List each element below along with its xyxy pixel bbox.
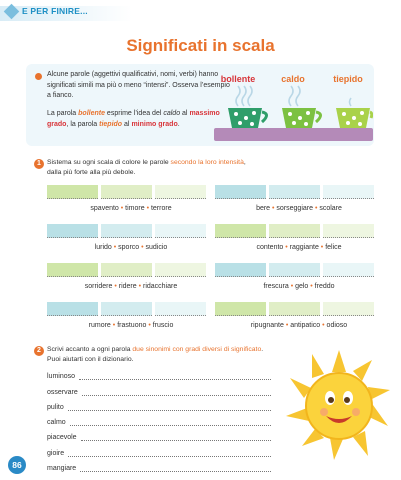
scale-answer-box[interactable] (323, 302, 374, 316)
scale-group (47, 185, 215, 212)
scale-word: scolare (319, 205, 342, 212)
separator-dot-icon: • (318, 244, 326, 251)
cup-icon-tiepido (336, 108, 372, 128)
separator-dot-icon: • (313, 205, 320, 212)
scale-word: freddo (314, 283, 335, 290)
sun-face-icon (306, 373, 372, 439)
bullet-icon (35, 73, 42, 80)
scale-word: sporco (118, 244, 140, 251)
scale-word: sorridere (84, 283, 113, 290)
separator-dot-icon: • (283, 244, 290, 251)
scale-word: felice (325, 244, 342, 251)
intro-paragraph-2: La parola bollente esprime l’idea del caldo al massimo grado, la parola tiepido al minimo grado. (47, 110, 220, 128)
synonym-word: osservare (47, 388, 78, 396)
scale-group (47, 263, 215, 290)
scale-answer-box[interactable] (269, 302, 320, 316)
synonym-word: luminoso (47, 373, 76, 381)
scale-word: spavento (90, 205, 119, 212)
separator-dot-icon: • (146, 322, 153, 329)
separator-dot-icon: • (288, 283, 296, 290)
scale-answer-box[interactable] (269, 185, 320, 199)
synonym-row (47, 441, 271, 456)
scale-word: antipatico (290, 322, 321, 329)
separator-dot-icon: • (136, 283, 143, 290)
scale-group (215, 263, 383, 290)
scale-answer-box[interactable] (155, 185, 206, 199)
synonyms-list (47, 365, 271, 472)
synonym-row (47, 457, 271, 472)
scale-words (47, 322, 215, 329)
exercise-1-number: 1 (34, 159, 44, 169)
scale-word: frastuono (117, 322, 147, 329)
exercise-2-number: 2 (34, 346, 44, 356)
scale-answer-box[interactable] (47, 263, 98, 277)
scale-answer-box[interactable] (155, 263, 206, 277)
synonym-row (47, 396, 271, 411)
scale-word: rumore (88, 322, 111, 329)
scale-answer-box[interactable] (215, 224, 266, 238)
synonym-word: piacevole (47, 434, 77, 442)
scale-answer-box[interactable] (215, 185, 266, 199)
synonym-word: gioire (47, 449, 65, 457)
cup-icon-bollente (228, 108, 267, 128)
separator-dot-icon: • (118, 205, 126, 212)
scale-words (47, 244, 215, 251)
cups-illustration (214, 84, 373, 132)
exercise-2-instruction: Scrivi accanto a ogni parola due sinonimi con gradi diversi di significato. Puoi aiutarti con il dizionario. (47, 346, 264, 363)
scale-word: raggiante (289, 244, 319, 251)
cup-label-caldo: caldo (281, 74, 305, 84)
scale-words (215, 205, 383, 212)
synonym-answer-line[interactable] (70, 415, 271, 426)
scale-word: odioso (326, 322, 348, 329)
scale-answer-box[interactable] (155, 302, 206, 316)
separator-dot-icon: • (144, 205, 151, 212)
scale-answer-box[interactable] (101, 263, 152, 277)
scale-words (47, 283, 215, 290)
scale-answer-box[interactable] (47, 302, 98, 316)
scale-answer-box[interactable] (101, 185, 152, 199)
scale-answer-box[interactable] (101, 224, 152, 238)
scale-group (47, 224, 215, 251)
scale-answer-box[interactable] (323, 263, 374, 277)
scale-answer-box[interactable] (269, 263, 320, 277)
synonym-answer-line[interactable] (82, 385, 271, 396)
scale-group (215, 302, 383, 329)
separator-dot-icon: • (308, 283, 315, 290)
synonym-word: pulito (47, 403, 64, 411)
scale-word: ripugnante (250, 322, 284, 329)
scale-word: frescura (263, 283, 289, 290)
scale-answer-box[interactable] (47, 185, 98, 199)
synonym-answer-line[interactable] (68, 400, 271, 411)
intro-paragraph-1: Alcune parole (aggettivi qualificativi, nomi, verbi) hanno significati simili ma più o meno “intensi”. Osserva l’esempio a fianco. (47, 71, 230, 99)
page-number: 86 (8, 456, 26, 474)
scale-group (215, 224, 383, 251)
section-tag: E PER FINIRE... (22, 6, 88, 16)
exercise-1-instruction: Sistema su ogni scala di colore le parole secondo la loro intensità, dalla più forte alla più debole. (47, 159, 246, 176)
smiling-sun-illustration (286, 350, 392, 460)
scale-word: lurido (94, 244, 112, 251)
scales-grid (47, 185, 377, 341)
scale-word: timore (125, 205, 145, 212)
scale-words (215, 283, 383, 290)
scale-word: terrore (150, 205, 172, 212)
scale-answer-box[interactable] (215, 302, 266, 316)
scale-group (215, 185, 383, 212)
page-title: Significati in scala (126, 36, 275, 55)
synonym-answer-line[interactable] (79, 369, 271, 380)
separator-dot-icon: • (320, 322, 327, 329)
scale-words (47, 205, 215, 212)
scale-answer-box[interactable] (47, 224, 98, 238)
scale-word: ridere (118, 283, 137, 290)
separator-dot-icon: • (270, 205, 277, 212)
scale-answer-box[interactable] (323, 185, 374, 199)
scale-answer-box[interactable] (323, 224, 374, 238)
scale-answer-box[interactable] (155, 224, 206, 238)
synonym-answer-line[interactable] (80, 461, 271, 472)
synonym-row (47, 380, 271, 395)
scale-answer-box[interactable] (101, 302, 152, 316)
cup-icon-caldo (282, 108, 321, 128)
synonym-row (47, 365, 271, 380)
synonym-word: calmo (47, 419, 66, 427)
scale-word: gelo (295, 283, 309, 290)
synonym-row (47, 411, 271, 426)
separator-dot-icon: • (283, 322, 291, 329)
scale-word: sorseggiare (276, 205, 313, 212)
synonym-answer-line[interactable] (68, 446, 271, 457)
separator-dot-icon: • (111, 244, 119, 251)
cup-label-bollente: bollente (220, 74, 256, 84)
synonym-answer-line[interactable] (81, 430, 271, 441)
synonym-word: mangiare (47, 465, 77, 473)
synonym-row (47, 426, 271, 441)
scale-answer-box[interactable] (215, 263, 266, 277)
scale-word: contento (256, 244, 284, 251)
scale-word: ridacchiare (142, 283, 178, 290)
cup-label-tiepido: tiepido (333, 74, 363, 84)
scale-word: sudicio (145, 244, 168, 251)
scale-answer-box[interactable] (269, 224, 320, 238)
scale-words (215, 244, 383, 251)
separator-dot-icon: • (110, 322, 118, 329)
steam-icon (236, 86, 351, 106)
scale-word: fruscio (152, 322, 174, 329)
scale-words (215, 322, 383, 329)
scale-group (47, 302, 215, 329)
separator-dot-icon: • (139, 244, 146, 251)
separator-dot-icon: • (112, 283, 119, 290)
scale-word: bere (256, 205, 271, 212)
